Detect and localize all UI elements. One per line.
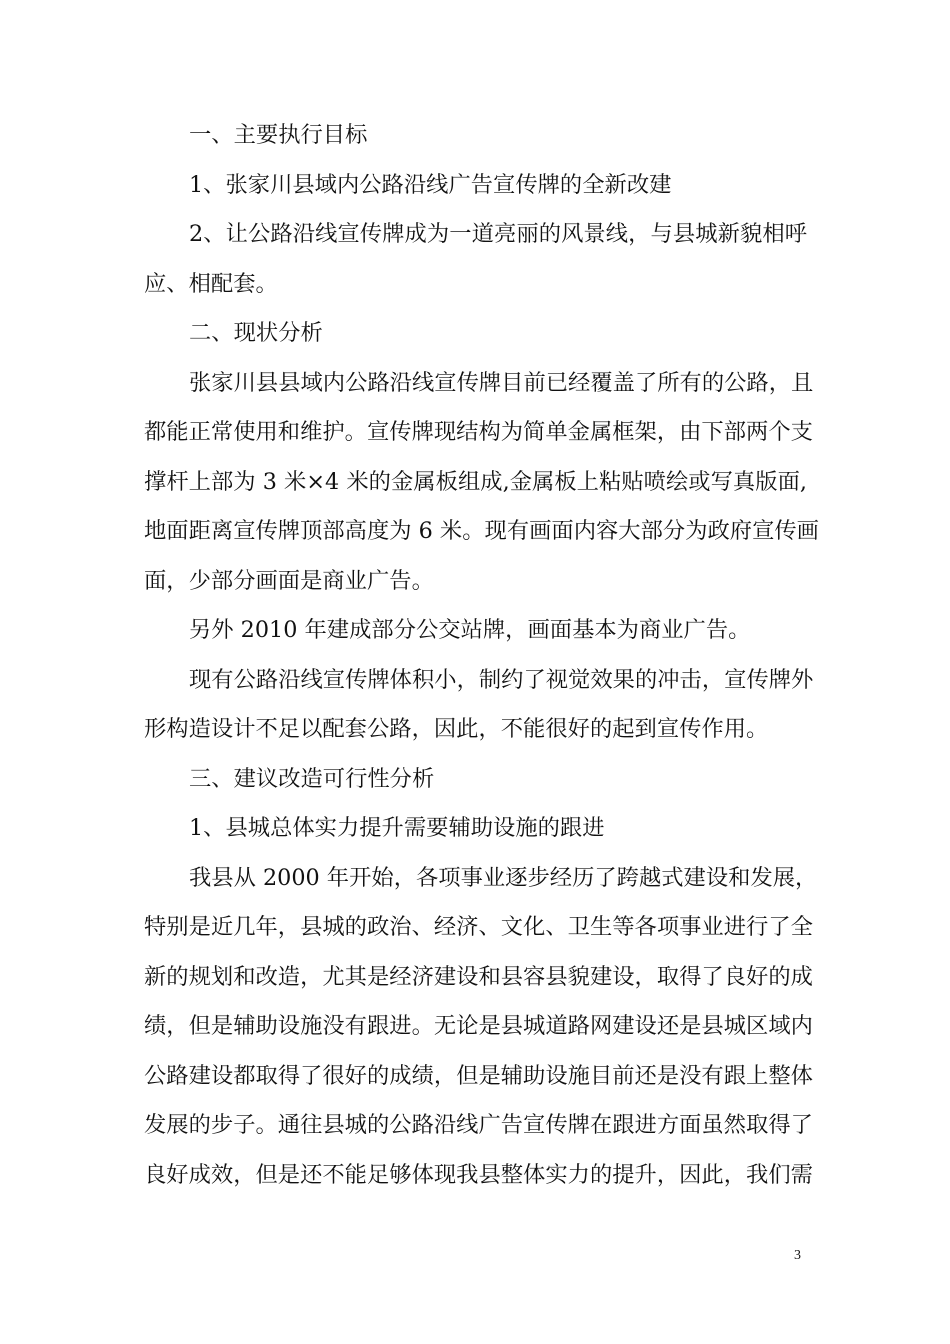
page-number: 3 bbox=[794, 1248, 801, 1263]
text-line: 特别是近几年，县城的政治、经济、文化、卫生等各项事业进行了全 bbox=[144, 914, 813, 940]
text-line: 1、张家川县域内公路沿线广告宣传牌的全新改建 bbox=[189, 172, 672, 198]
text-line: 地面距离宣传牌顶部高度为 6 米。现有画面内容大部分为政府宣传画 bbox=[144, 518, 819, 544]
text-line: 新的规划和改造，尤其是经济建设和县容县貌建设，取得了良好的成 bbox=[144, 964, 813, 990]
text-line: 2、让公路沿线宣传牌成为一道亮丽的风景线，与县城新貌相呼 bbox=[189, 221, 807, 247]
text-line: 张家川县县域内公路沿线宣传牌目前已经覆盖了所有的公路，且 bbox=[189, 370, 814, 396]
text-line: 二、现状分析 bbox=[189, 320, 323, 346]
text-line: 公路建设都取得了很好的成绩，但是辅助设施目前还是没有跟上整体 bbox=[144, 1063, 813, 1089]
text-line: 面，少部分画面是商业广告。 bbox=[144, 568, 434, 594]
text-line: 我县从 2000 年开始，各项事业逐步经历了跨越式建设和发展， bbox=[189, 865, 818, 891]
text-line: 一、主要执行目标 bbox=[189, 122, 368, 148]
text-line: 都能正常使用和维护。宣传牌现结构为简单金属框架，由下部两个支 bbox=[144, 419, 813, 445]
text-line: 形构造设计不足以配套公路，因此，不能很好的起到宣传作用。 bbox=[144, 716, 769, 742]
text-line: 现有公路沿线宣传牌体积小，制约了视觉效果的冲击，宣传牌外 bbox=[189, 667, 814, 693]
text-line: 应、相配套。 bbox=[144, 271, 278, 297]
text-line: 三、建议改造可行性分析 bbox=[189, 766, 435, 792]
text-line: 1、县城总体实力提升需要辅助设施的跟进 bbox=[189, 815, 605, 841]
text-line: 良好成效，但是还不能足够体现我县整体实力的提升，因此，我们需 bbox=[144, 1162, 813, 1188]
text-line: 另外 2010 年建成部分公交站牌，画面基本为商业广告。 bbox=[189, 617, 751, 643]
text-line: 绩，但是辅助设施没有跟进。无论是县城道路网建设还是县城区域内 bbox=[144, 1013, 813, 1039]
text-line: 撑杆上部为 3 米×4 米的金属板组成,金属板上粘贴喷绘或写真版面, bbox=[144, 469, 807, 495]
text-line: 发展的步子。通往县城的公路沿线广告宣传牌在跟进方面虽然取得了 bbox=[144, 1112, 813, 1138]
